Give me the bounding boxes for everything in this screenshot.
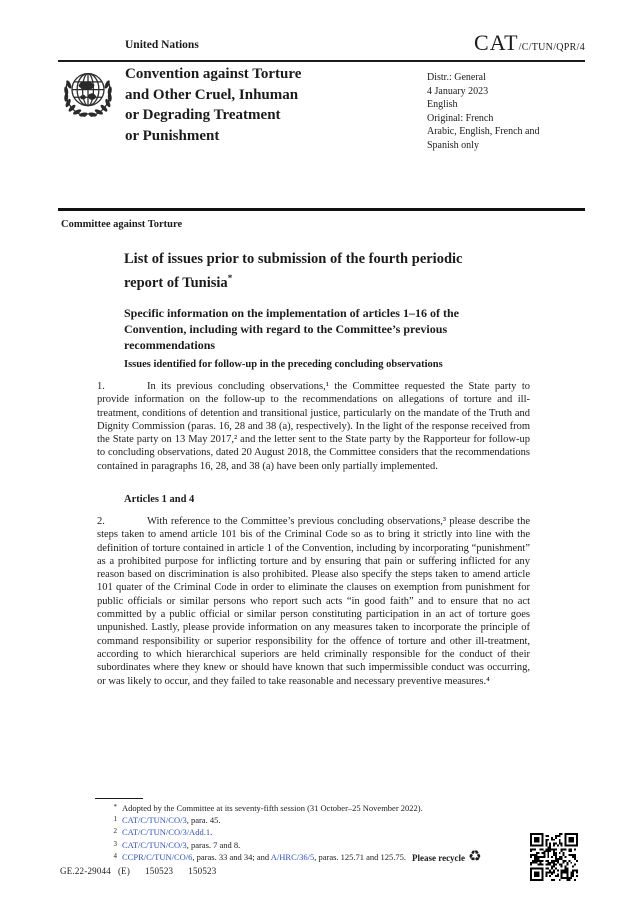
document-symbol-rest: /C/TUN/QPR/4 (518, 42, 585, 53)
footnote-text: Adopted by the Committee at its seventy-fifth session (31 October–25 November 2022). (122, 803, 423, 813)
section-divider (58, 208, 585, 211)
document-symbol-main: CAT (474, 30, 519, 55)
convention-title-line: or Degrading Treatment (125, 107, 281, 123)
qr-code (530, 833, 578, 881)
document-subtitle-line: Specific information on the implementation of articles 1–16 of the (124, 306, 459, 320)
footnote-1 (97, 815, 539, 827)
original-language-line: Original: French (427, 112, 494, 124)
section-heading: Issues identified for follow-up in the preceding concluding observations (124, 359, 443, 370)
document-subtitle-line: Convention, including with regard to the Committee’s previous (124, 322, 448, 336)
language-line: English (427, 99, 458, 110)
footnote-2 (97, 827, 539, 839)
footnote-marker: 2 (113, 827, 117, 836)
footnote-separator (95, 798, 143, 799)
document-title-line: List of issues prior to submission of the fourth periodic (124, 251, 463, 267)
title-footnote-marker: * (227, 273, 233, 283)
processing-date: 150523 (188, 866, 217, 876)
footnote-text: . (210, 827, 213, 838)
ge-number: GE.22-29044 (60, 866, 111, 876)
footnote-text: , para. 45. (186, 815, 221, 826)
distribution-info (427, 71, 539, 152)
document-symbol-link[interactable]: CAT/C/TUN/CO/3 (122, 839, 187, 850)
document-symbol (474, 30, 585, 56)
org-name: United Nations (125, 39, 199, 51)
languages-note-line: Arabic, English, French and (427, 126, 540, 137)
document-title (124, 250, 554, 293)
document-symbol-link[interactable]: CCPR/C/TUN/CO/6 (122, 851, 193, 862)
document-symbol-link[interactable]: A/HRC/36/5 (270, 851, 315, 862)
document-symbol-link[interactable]: CAT/C/TUN/CO/3 (122, 815, 187, 826)
paragraph-text: In its previous concluding observations,¹ the Committee requested the State party to provide information on the follow-up to the recommendations on allegations of torture and ill-treatment, conditions of detention and transitional justice, particularly on the mandate of the Truth and Dignity Commission (paras. 16, 28 and 38 (a), respectively). In the light of the response received from the State party on 13 May 2017,² and the letter sent to the State party by the Rapporteur for follow-up to concluding observations, dated 20 August 2018, the Committee considers that the recommendations contained in paragraphs 16, 28, and 38 (a) have been only partially implemented. (97, 381, 530, 472)
convention-title-line: Convention against Torture (125, 66, 302, 82)
paragraph-number: 1. (97, 381, 105, 392)
date-line: 4 January 2023 (427, 85, 489, 97)
recycle-label: Please recycle (412, 853, 466, 863)
languages-note-line: Spanish only (427, 139, 479, 151)
document-subtitle-line: recommendations (124, 338, 216, 352)
un-emblem-icon (56, 64, 120, 128)
distr-line: Distr.: General (427, 72, 486, 83)
footnote-text: , paras. 7 and 8. (186, 839, 241, 850)
footnote-asterisk (97, 803, 539, 815)
footnote-marker: 4 (113, 851, 117, 860)
convention-title (125, 64, 301, 146)
paragraph-2 (97, 515, 530, 688)
articles-heading: Articles 1 and 4 (124, 494, 195, 505)
footnote-marker: 3 (113, 839, 117, 848)
paragraph-number: 2. (97, 516, 105, 527)
header-divider (58, 60, 585, 62)
footnote-text: , paras. 33 and 34; and (192, 851, 271, 862)
committee-name: Committee against Torture (61, 219, 183, 230)
convention-title-line: and Other Cruel, Inhuman (125, 86, 299, 103)
recycle-note (412, 849, 482, 867)
language-code: (E) (117, 866, 131, 876)
footnote-text: , paras. 125.71 and 125.75. (314, 851, 407, 862)
paragraph-1 (97, 380, 530, 473)
document-symbol-link[interactable]: CAT/C/TUN/CO/3/Add.1 (122, 827, 211, 838)
recycle-icon: ♻ (468, 847, 482, 865)
convention-title-line: or Punishment (125, 127, 220, 144)
footnote-marker: 1 (113, 815, 117, 824)
job-number (60, 866, 216, 876)
paragraph-text: With reference to the Committee’s previous concluding observations,³ please describe the steps taken to amend article 101 bis of the Criminal Code so as to bring it strictly into line with the definition of torture contained in article 1 of the Convention, including by incorporating “punishment” as a prohibited purpose for inflicting torture and by ensuring that pain or suffering inflicted for any reason based on discrimination is also prohibited. Please also specify the steps taken to amend article 101 quater of the Criminal Code in order to eliminate the clauses on exemption from punishment for public officials or similar persons who report such acts “in good faith” and to ensure that no act committed by a public official or similar person constituting participation in an act of torture goes unpunished. Lastly, please provide information on any measures taken to incorporate the principle of command responsibility or superior responsibility for the offence of torture and other ill-treatment, according to which hierarchical superiors are held criminally responsible for the conduct of their subordinates where they knew or should have known that such impermissible conduct was occurring, or was likely to occur, and they failed to take reasonable and necessary preventive measures.⁴ (97, 516, 530, 687)
document-title-line: report of Tunisia (124, 274, 228, 291)
processing-date: 150523 (145, 866, 174, 876)
document-subtitle (124, 305, 554, 353)
footnote-marker: * (113, 803, 117, 811)
